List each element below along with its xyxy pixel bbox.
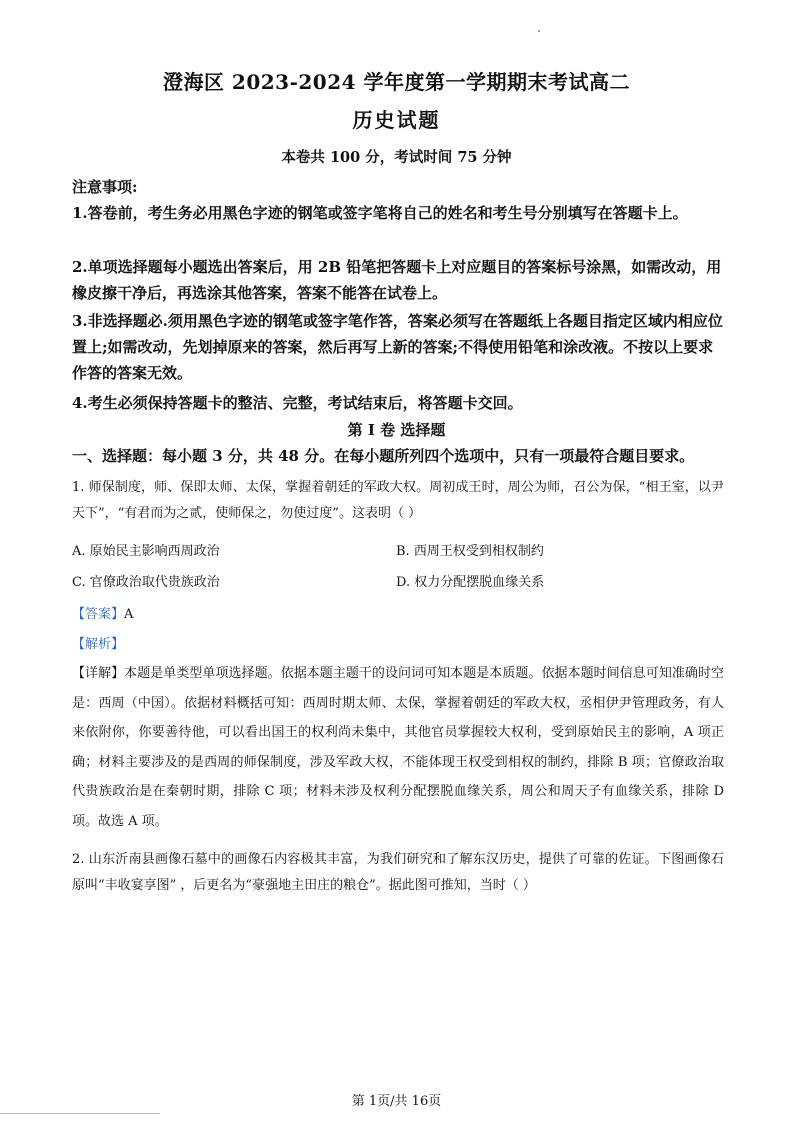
page-number: 第 1页/共 16页 bbox=[351, 1094, 442, 1109]
notice-item-3: 3.非选择题必.须用黑色字迹的钢笔或签字笔作答，答案必须写在答题纸上各题目指定区域内相应位置上;如需改动，先划掉原来的答案，然后再写上新的答案;不得使用铅笔和涂改液。不按以上要求作答的答案无效。 bbox=[72, 312, 723, 382]
question-2-stem: 2. 山东沂南县画像石墓中的画像石内容极其丰富，为我们研究和了解东汉历史，提供了可靠的佐证。下图画像石原叫“丰收宴享图” ，后更名为“豪强地主田庄的粮仓”。据此图可推知，当时（ ） bbox=[72, 852, 724, 893]
question-1-option-a: A. 原始民主影响西周政治 bbox=[72, 544, 220, 559]
section-description: 一、选择题：每小题 3 分，共 48 分。在每小题所列四个选项中，只有一项最符合题目要求。 bbox=[72, 447, 695, 465]
answer-line bbox=[72, 603, 133, 622]
detail-label: 【详解】 bbox=[72, 666, 125, 681]
subject-title: 历史试题 bbox=[352, 108, 441, 132]
analysis-line bbox=[72, 633, 124, 652]
notice-item-4: 4.考生必须保持答题卡的整洁、完整，考试结束后，将答题卡交回。 bbox=[72, 394, 523, 412]
detail-paragraph bbox=[72, 659, 724, 836]
question-1-stem: 1. 师保制度，师、保即太师、太保，掌握着朝廷的军政大权。周初成王时，周公为师，召公为保，“相王室，以尹天下”，“有君而为之贰，使师保之，勿使过度”。这表明（ ） bbox=[72, 480, 724, 521]
scan-dot bbox=[538, 30, 540, 32]
notice-heading: 注意事项: bbox=[72, 178, 138, 196]
answer-value: A bbox=[124, 607, 134, 622]
notice-item-2: 2.单项选择题每小题选出答案后，用 2B 铅笔把答题卡上对应题目的答案标号涂黑，如需改动，用橡皮擦干净后，再选涂其他答案，答案不能答在试卷上。 bbox=[72, 258, 722, 302]
answer-label: 【答案】 bbox=[72, 607, 125, 622]
detail-text: 本题是单类型单项选择题。依据本题主题干的设问词可知本题是本质题。依据本题时间信息可知准确时空是：西周（中国）。依据材料概括可知：西周时期太师、太保，掌握着朝廷的军政大权，丞相伊尹管理政务，有人来依附你，你要善待他，可以看出国王的权利尚未集中，其他官员掌握较大权利，受到原始民主的影响，A 项正确；材料主要涉及的是西周的师保制度，涉及军政大权，不能体现王权受到相权的制约，排除 B 项；官僚政治取代贵族政治是在秦朝时期，排除 C 项；材料未涉及权利分配摆脱血缘关系，周公和周天子有血缘关系，排除 D 项。故选 A 项。 bbox=[72, 666, 724, 829]
question-1-option-c: C. 官僚政治取代贵族政治 bbox=[72, 575, 220, 590]
analysis-label: 【解析】 bbox=[72, 637, 125, 652]
exam-info: 本卷共 100 分，考试时间 75 分钟 bbox=[281, 149, 512, 166]
notice-item-1: 1.答卷前，考生务必用黑色字迹的钢笔或签字笔将自己的姓名和考生号分别填写在答题卡上。 bbox=[72, 204, 688, 222]
question-1-option-d: D. 权力分配摆脱血缘关系 bbox=[396, 575, 545, 590]
section-title: 第 I 卷 选择题 bbox=[347, 421, 446, 439]
exam-title: 澄海区 2023-2024 学年度第一学期期末考试高二 bbox=[162, 70, 631, 94]
question-1-option-b: B. 西周王权受到相权制约 bbox=[396, 544, 544, 559]
